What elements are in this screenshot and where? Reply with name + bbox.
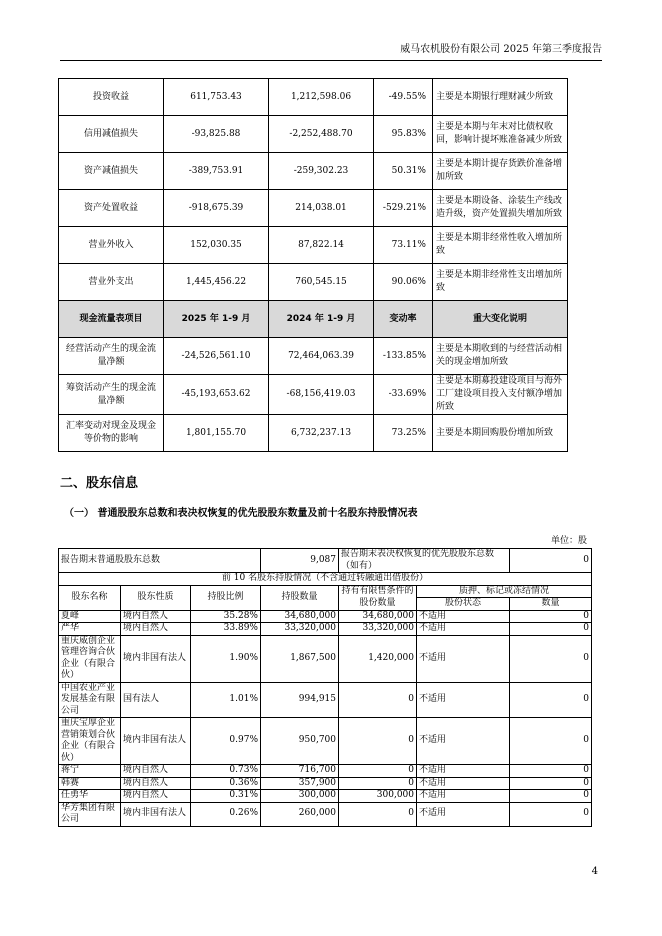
shareholder-row <box>59 777 592 790</box>
shareholder-name: 蒋宁 <box>59 765 121 778</box>
col-name: 股东名称 <box>59 585 121 610</box>
shareholder-ratio: 0.36% <box>191 777 261 790</box>
shareholder-qty: 34,680,000 <box>261 610 339 623</box>
row-reason: 主要是本期非经常性支出增加所致 <box>433 264 568 301</box>
row-item: 信用减值损失 <box>59 116 164 153</box>
row-reason: 主要是本期银行理财减少所致 <box>433 79 568 116</box>
row-previous: 72,464,063.39 <box>269 338 374 375</box>
shareholder-ratio: 0.26% <box>191 802 261 826</box>
row-item: 营业外支出 <box>59 264 164 301</box>
shareholder-status: 不适用 <box>417 682 510 718</box>
shareholder-status: 不适用 <box>417 765 510 778</box>
shareholder-row <box>59 682 592 718</box>
shareholder-restricted: 0 <box>339 765 417 778</box>
shareholder-table <box>58 548 592 827</box>
shareholder-num: 0 <box>510 777 592 790</box>
row-current: 1,445,456.22 <box>164 264 269 301</box>
shareholder-num: 0 <box>510 682 592 718</box>
table-row <box>59 153 568 190</box>
shareholder-status: 不适用 <box>417 635 510 682</box>
shareholder-qty: 716,700 <box>261 765 339 778</box>
shareholder-status: 不适用 <box>417 802 510 826</box>
shareholder-name: 中国农业产业发展基金有限公司 <box>59 682 121 718</box>
shareholder-num: 0 <box>510 623 592 636</box>
shareholder-num: 0 <box>510 790 592 803</box>
row-previous: 87,822.14 <box>269 227 374 264</box>
row-previous: 214,038.01 <box>269 190 374 227</box>
table-row <box>59 227 568 264</box>
summary-label-2: 报告期末表决权恢复的优先股股东总数（如有） <box>339 549 510 573</box>
shareholder-row <box>59 718 592 765</box>
shareholder-restricted: 1,420,000 <box>339 635 417 682</box>
shareholder-status: 不适用 <box>417 610 510 623</box>
row-item: 筹资活动产生的现金流量净额 <box>59 375 164 415</box>
shareholder-nature: 境内非国有法人 <box>121 635 191 682</box>
shareholder-qty: 1,867,500 <box>261 635 339 682</box>
row-current: -93,825.88 <box>164 116 269 153</box>
row-item: 汇率变动对现金及现金等价物的影响 <box>59 415 164 452</box>
row-previous: -68,156,419.03 <box>269 375 374 415</box>
shareholder-nature: 国有法人 <box>121 682 191 718</box>
shareholder-row <box>59 790 592 803</box>
row-reason: 主要是本期计提存货跌价准备增加所致 <box>433 153 568 190</box>
cash-header-c3: 2024 年 1-9 月 <box>269 301 374 338</box>
shareholder-num: 0 <box>510 802 592 826</box>
row-reason: 主要是本期设备、涂装生产线改造升级，资产处置损失增加所致 <box>433 190 568 227</box>
cash-header-row <box>59 301 568 338</box>
shareholder-qty: 950,700 <box>261 718 339 765</box>
row-rate: -49.55% <box>374 79 433 116</box>
table-row <box>59 79 568 116</box>
shareholder-name: 韩赛 <box>59 777 121 790</box>
row-reason: 主要是本期回购股份增加所致 <box>433 415 568 452</box>
table-row <box>59 338 568 375</box>
shareholder-ratio: 0.97% <box>191 718 261 765</box>
shareholder-restricted: 0 <box>339 802 417 826</box>
page-header: 威马农机股份有限公司 2025 年第三季度报告 <box>60 40 602 61</box>
shareholder-qty: 300,000 <box>261 790 339 803</box>
row-previous: 1,212,598.06 <box>269 79 374 116</box>
section-subtitle: （一） 普通股股东总数和表决权恢复的优先股股东数量及前十名股东持股情况表 <box>64 508 418 519</box>
row-rate: 95.83% <box>374 116 433 153</box>
shareholder-row <box>59 765 592 778</box>
row-rate: -33.69% <box>374 375 433 415</box>
summary-label-1: 报告期末普通股股东总数 <box>59 549 261 573</box>
shareholder-status: 不适用 <box>417 777 510 790</box>
col-status: 股份状态 <box>417 598 510 611</box>
cash-header-c5: 重大变化说明 <box>433 301 568 338</box>
shareholder-status: 不适用 <box>417 623 510 636</box>
row-current: -389,753.91 <box>164 153 269 190</box>
shareholder-restricted: 33,320,000 <box>339 623 417 636</box>
shareholder-nature: 境内自然人 <box>121 777 191 790</box>
header-row-1 <box>59 585 592 598</box>
shareholder-ratio: 0.31% <box>191 790 261 803</box>
cash-header-c4: 变动率 <box>374 301 433 338</box>
shareholder-row <box>59 623 592 636</box>
page-number: 4 <box>591 866 598 877</box>
shareholder-name: 重庆宝厚企业营销策划合伙企业（有限合伙） <box>59 718 121 765</box>
shareholder-nature: 境内自然人 <box>121 765 191 778</box>
row-reason: 主要是本期与年末对比债权收回，影响计提坏账准备减少所致 <box>433 116 568 153</box>
shareholder-num: 0 <box>510 635 592 682</box>
shareholder-num: 0 <box>510 765 592 778</box>
shareholder-nature: 境内自然人 <box>121 623 191 636</box>
shareholder-qty: 357,900 <box>261 777 339 790</box>
summary-row <box>59 549 592 573</box>
section-title: 二、股东信息 <box>60 476 139 491</box>
row-rate: 50.31% <box>374 153 433 190</box>
shareholder-nature: 境内自然人 <box>121 790 191 803</box>
shareholder-ratio: 0.73% <box>191 765 261 778</box>
col-qty: 持股数量 <box>261 585 339 610</box>
row-rate: 90.06% <box>374 264 433 301</box>
shareholder-restricted: 0 <box>339 777 417 790</box>
row-reason: 主要是本期非经常性收入增加所致 <box>433 227 568 264</box>
row-current: 152,030.35 <box>164 227 269 264</box>
row-current: -45,193,653.62 <box>164 375 269 415</box>
summary-value-2: 0 <box>510 549 592 573</box>
row-rate: 73.11% <box>374 227 433 264</box>
shareholder-restricted: 0 <box>339 682 417 718</box>
shareholder-nature: 境内自然人 <box>121 610 191 623</box>
shareholder-name: 重庆威创企业管理咨询合伙企业（有限合伙） <box>59 635 121 682</box>
shareholder-status: 不适用 <box>417 718 510 765</box>
shareholder-name: 严华 <box>59 623 121 636</box>
row-reason: 主要是本期收到的与经营活动相关的现金增加所致 <box>433 338 568 375</box>
shareholder-name: 夏峰 <box>59 610 121 623</box>
table-row <box>59 116 568 153</box>
row-previous: 6,732,237.13 <box>269 415 374 452</box>
shareholder-qty: 994,915 <box>261 682 339 718</box>
shareholder-name: 华芳集团有限公司 <box>59 802 121 826</box>
col-ratio: 持股比例 <box>191 585 261 610</box>
shareholder-qty: 33,320,000 <box>261 623 339 636</box>
row-item: 营业外收入 <box>59 227 164 264</box>
row-rate: 73.25% <box>374 415 433 452</box>
shareholder-qty: 260,000 <box>261 802 339 826</box>
shareholder-restricted: 300,000 <box>339 790 417 803</box>
col-nature: 股东性质 <box>121 585 191 610</box>
change-table <box>58 78 568 452</box>
shareholder-row <box>59 635 592 682</box>
shareholder-num: 0 <box>510 718 592 765</box>
row-item: 资产处置收益 <box>59 190 164 227</box>
row-current: -24,526,561.10 <box>164 338 269 375</box>
row-previous: -259,302.23 <box>269 153 374 190</box>
row-rate: -133.85% <box>374 338 433 375</box>
table-row <box>59 415 568 452</box>
col-num: 数量 <box>510 598 592 611</box>
row-item: 资产减值损失 <box>59 153 164 190</box>
shareholder-ratio: 1.90% <box>191 635 261 682</box>
cash-header-c1: 现金流量表项目 <box>59 301 164 338</box>
shareholder-nature: 境内非国有法人 <box>121 802 191 826</box>
shareholder-name: 任勇华 <box>59 790 121 803</box>
col-restricted: 持有有限售条件的股份数量 <box>339 585 417 610</box>
row-previous: 760,545.15 <box>269 264 374 301</box>
row-item: 经营活动产生的现金流量净额 <box>59 338 164 375</box>
shareholder-num: 0 <box>510 610 592 623</box>
row-item: 投资收益 <box>59 79 164 116</box>
unit-label: 单位：股 <box>550 536 587 546</box>
cash-header-c2: 2025 年 1-9 月 <box>164 301 269 338</box>
shareholder-ratio: 35.28% <box>191 610 261 623</box>
shareholder-row <box>59 610 592 623</box>
shareholder-restricted: 34,680,000 <box>339 610 417 623</box>
row-current: 1,801,155.70 <box>164 415 269 452</box>
row-current: 611,753.43 <box>164 79 269 116</box>
shareholder-ratio: 1.01% <box>191 682 261 718</box>
row-rate: -529.21% <box>374 190 433 227</box>
shareholder-ratio: 33.89% <box>191 623 261 636</box>
table-row <box>59 264 568 301</box>
col-pledge: 质押、标记或冻结情况 <box>417 585 592 598</box>
table-row <box>59 375 568 415</box>
shareholder-status: 不适用 <box>417 790 510 803</box>
row-current: -918,675.39 <box>164 190 269 227</box>
table-row <box>59 190 568 227</box>
summary-value-1: 9,087 <box>261 549 339 573</box>
row-reason: 主要是本期募投建设项目与海外工厂建设项目投入支付额净增加所致 <box>433 375 568 415</box>
top-title-row <box>59 573 592 586</box>
top-title: 前 10 名股东持股情况（不含通过转融通出借股份） <box>59 573 592 586</box>
row-previous: -2,252,488.70 <box>269 116 374 153</box>
shareholder-restricted: 0 <box>339 718 417 765</box>
shareholder-nature: 境内非国有法人 <box>121 718 191 765</box>
shareholder-row <box>59 802 592 826</box>
